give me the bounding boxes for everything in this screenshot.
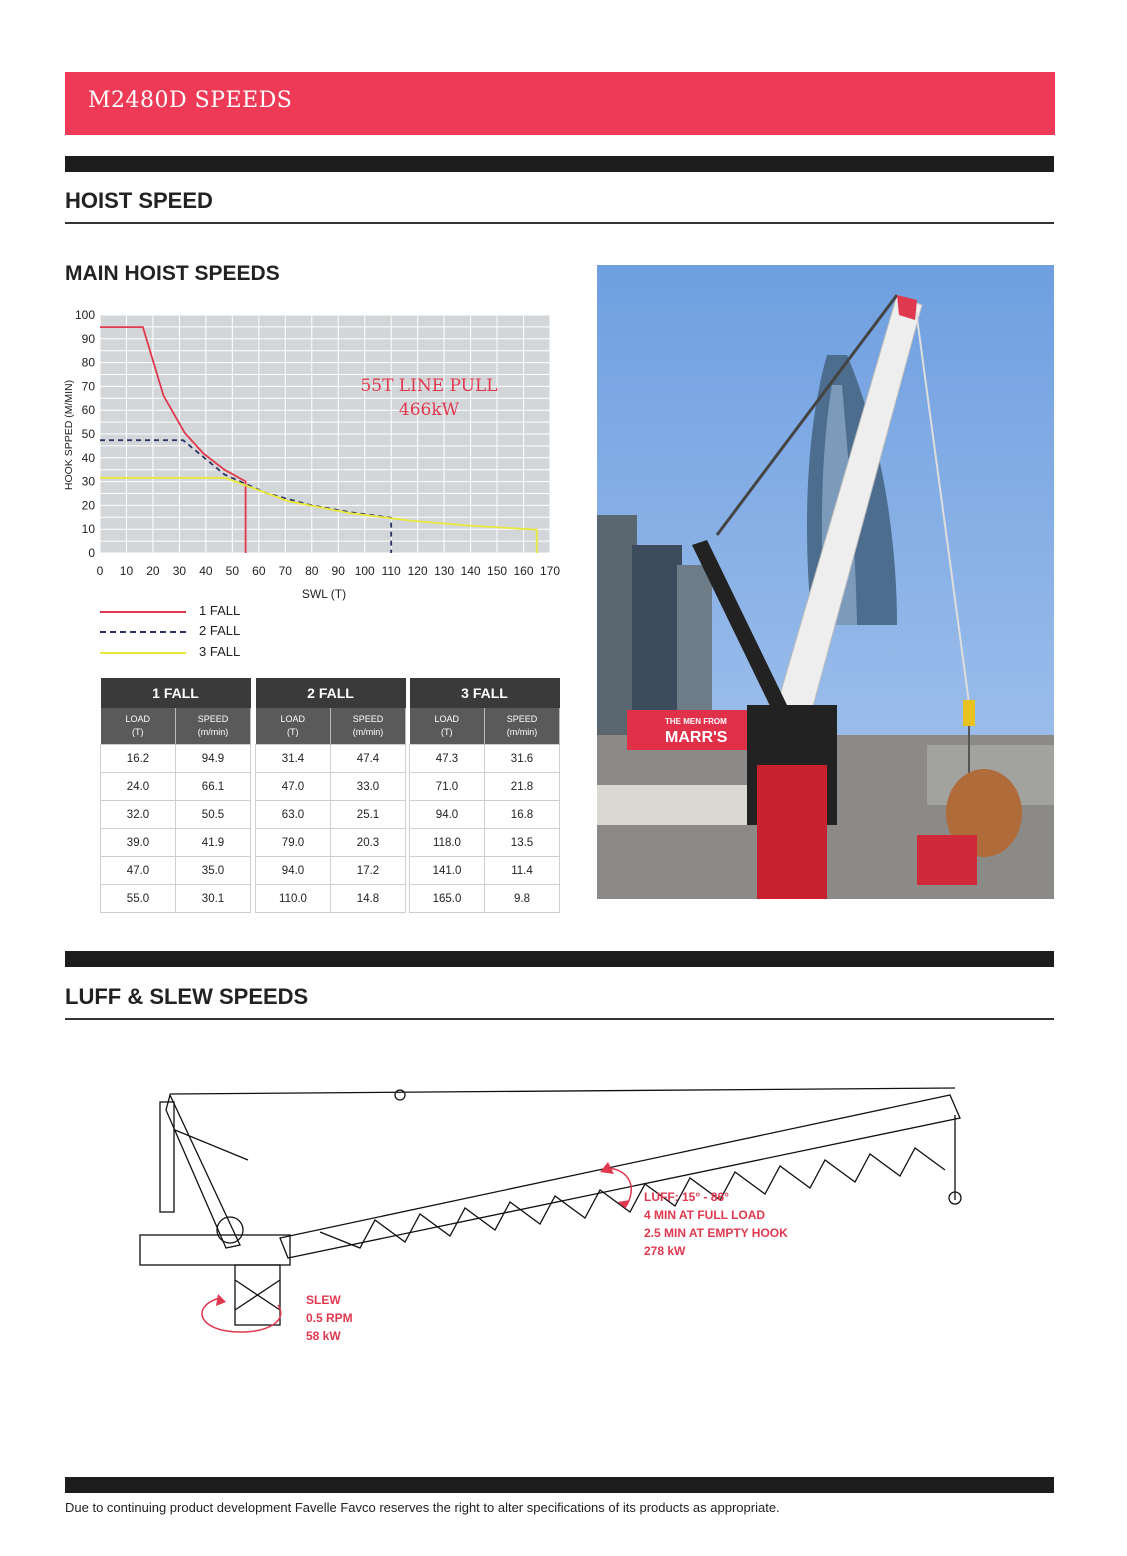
y-tick-labels (75, 308, 95, 560)
load-cell: 94.0 (256, 857, 331, 885)
x-tick-label: 70 (278, 564, 292, 578)
x-tick-label: 50 (225, 564, 240, 578)
legend-3fall-swatch (100, 652, 186, 654)
luff-empty-hook: 2.5 MIN AT EMPTY HOOK (644, 1226, 788, 1240)
x-tick-label: 40 (199, 564, 213, 578)
x-tick-label: 60 (252, 564, 266, 578)
divider-bar (65, 156, 1054, 172)
legend-1fall-swatch (100, 611, 186, 613)
x-tick-label: 110 (381, 564, 401, 578)
table-row (256, 885, 406, 913)
hoist-speed-chart (55, 305, 575, 605)
luff-annotation (644, 1188, 788, 1260)
load-cell: 16.2 (101, 745, 176, 773)
speed-cell: 13.5 (485, 829, 560, 857)
column-header-load: LOAD (T) (101, 708, 176, 745)
table-row (410, 829, 560, 857)
table-row (101, 745, 251, 773)
column-header-speed: SPEED (m/min) (176, 708, 251, 745)
slew-annotation (306, 1291, 353, 1345)
luff-full-load: 4 MIN AT FULL LOAD (644, 1208, 766, 1222)
y-tick-label: 80 (81, 355, 95, 370)
legend-3fall-label: 3 FALL (199, 644, 241, 659)
table-row (101, 801, 251, 829)
load-cell: 31.4 (256, 745, 331, 773)
load-cell: 118.0 (410, 829, 485, 857)
x-tick-label: 100 (354, 564, 375, 578)
hoist-speed-heading: HOIST SPEED (65, 188, 213, 213)
chart-annotation-line-pull: 55T LINE PULL (360, 376, 498, 396)
load-cell: 141.0 (410, 857, 485, 885)
speed-cell: 94.9 (176, 745, 251, 773)
y-tick-label: 70 (81, 379, 95, 394)
speed-cell: 31.6 (485, 745, 560, 773)
load-cell: 32.0 (101, 801, 176, 829)
x-tick-label: 10 (119, 564, 134, 578)
column-header-speed: SPEED (m/min) (331, 708, 406, 745)
x-tick-label: 30 (172, 564, 187, 578)
load-cell: 94.0 (410, 801, 485, 829)
table-row (101, 857, 251, 885)
load-cell: 39.0 (101, 829, 176, 857)
speed-cell: 14.8 (331, 885, 406, 913)
speed-cell: 17.2 (331, 857, 406, 885)
load-cell: 165.0 (410, 885, 485, 913)
heading-rule (65, 1018, 1054, 1020)
x-tick-label: 120 (407, 564, 428, 578)
x-tick-label: 170 (539, 564, 561, 578)
y-tick-label: 20 (81, 498, 95, 513)
table-row (101, 829, 251, 857)
sign-text-line2: MARR'S (665, 729, 728, 746)
footer-disclaimer: Due to continuing product development Favelle Favco reserves the right to alter specifications of its products as appropriate. (65, 1500, 780, 1515)
footer-bar (65, 1477, 1054, 1493)
table-row (410, 857, 560, 885)
sign-text-line1: THE MEN FROM (665, 717, 727, 726)
table-row (256, 745, 406, 773)
luff-power: 278 kW (644, 1244, 686, 1258)
y-tick-label: 90 (81, 331, 95, 346)
slew-rpm: 0.5 RPM (306, 1311, 353, 1325)
speed-cell: 16.8 (485, 801, 560, 829)
table-row (256, 857, 406, 885)
legend-2fall-swatch (100, 631, 186, 633)
load-cell: 110.0 (256, 885, 331, 913)
speed-cell: 33.0 (331, 773, 406, 801)
speed-cell: 66.1 (176, 773, 251, 801)
heading-rule (65, 222, 1054, 224)
luff-range: LUFF: 15° - 86° (644, 1190, 729, 1204)
table-title: 2 FALL (256, 678, 406, 708)
table-row (410, 745, 560, 773)
table-title: 3 FALL (410, 678, 560, 708)
speed-cell: 11.4 (485, 857, 560, 885)
speed-cell: 21.8 (485, 773, 560, 801)
x-tick-label: 0 (96, 564, 104, 578)
load-cell: 47.3 (410, 745, 485, 773)
legend-1fall-label: 1 FALL (199, 603, 241, 618)
y-tick-label: 50 (81, 427, 95, 441)
crane-photo (597, 265, 1054, 899)
slew-power: 58 kW (306, 1329, 341, 1343)
x-tick-label: 90 (331, 564, 345, 578)
main-hoist-speeds-heading: MAIN HOIST SPEEDS (65, 262, 280, 285)
chart-annotation-power: 466kW (398, 400, 460, 420)
speed-cell: 25.1 (331, 801, 406, 829)
x-tick-labels (97, 564, 561, 578)
table-row (256, 773, 406, 801)
load-cell: 47.0 (101, 857, 176, 885)
column-header-load: LOAD (T) (410, 708, 485, 745)
divider-bar (65, 951, 1054, 967)
y-tick-label: 10 (81, 522, 95, 537)
load-cell: 24.0 (101, 773, 176, 801)
load-cell: 79.0 (256, 829, 331, 857)
column-header-speed: SPEED (m/min) (485, 708, 560, 745)
x-tick-label: 80 (305, 564, 319, 578)
speed-cell: 47.4 (331, 745, 406, 773)
y-tick-label: 0 (88, 546, 95, 560)
speed-cell: 35.0 (176, 857, 251, 885)
slew-label: SLEW (306, 1293, 341, 1307)
x-axis-label: SWL (T) (301, 587, 347, 601)
y-tick-label: 60 (81, 403, 95, 418)
legend-2fall-label: 2 FALL (199, 623, 241, 638)
load-cell: 47.0 (256, 773, 331, 801)
speed-cell: 41.9 (176, 829, 251, 857)
x-tick-label: 140 (460, 564, 481, 578)
column-header-load: LOAD (T) (256, 708, 331, 745)
table-row (410, 885, 560, 913)
speed-table-1 (100, 678, 251, 913)
table-row (256, 829, 406, 857)
crane-line-drawing (130, 1070, 980, 1370)
luff-slew-heading: LUFF & SLEW SPEEDS (65, 984, 309, 1009)
speed-cell: 30.1 (176, 885, 251, 913)
speed-cell: 20.3 (331, 829, 406, 857)
table-row (101, 885, 251, 913)
y-axis-label: HOOK SPPED (M/MIN) (63, 379, 75, 491)
load-cell: 71.0 (410, 773, 485, 801)
y-tick-label: 40 (81, 450, 95, 465)
table-row (101, 773, 251, 801)
speed-cell: 50.5 (176, 801, 251, 829)
load-cell: 55.0 (101, 885, 176, 913)
table-row (410, 773, 560, 801)
y-tick-label: 30 (81, 474, 95, 489)
x-tick-label: 130 (434, 564, 455, 578)
load-cell: 63.0 (256, 801, 331, 829)
y-tick-label: 100 (74, 308, 95, 322)
speed-table-2 (255, 678, 406, 913)
x-tick-label: 150 (487, 564, 508, 578)
x-tick-label: 160 (513, 564, 534, 578)
speed-cell: 9.8 (485, 885, 560, 913)
x-tick-label: 20 (146, 564, 160, 578)
table-title: 1 FALL (101, 678, 251, 708)
speed-table-3 (409, 678, 560, 913)
table-row (410, 801, 560, 829)
table-row (256, 801, 406, 829)
grid (100, 315, 550, 553)
page-title: M2480D SPEEDS (88, 88, 293, 113)
